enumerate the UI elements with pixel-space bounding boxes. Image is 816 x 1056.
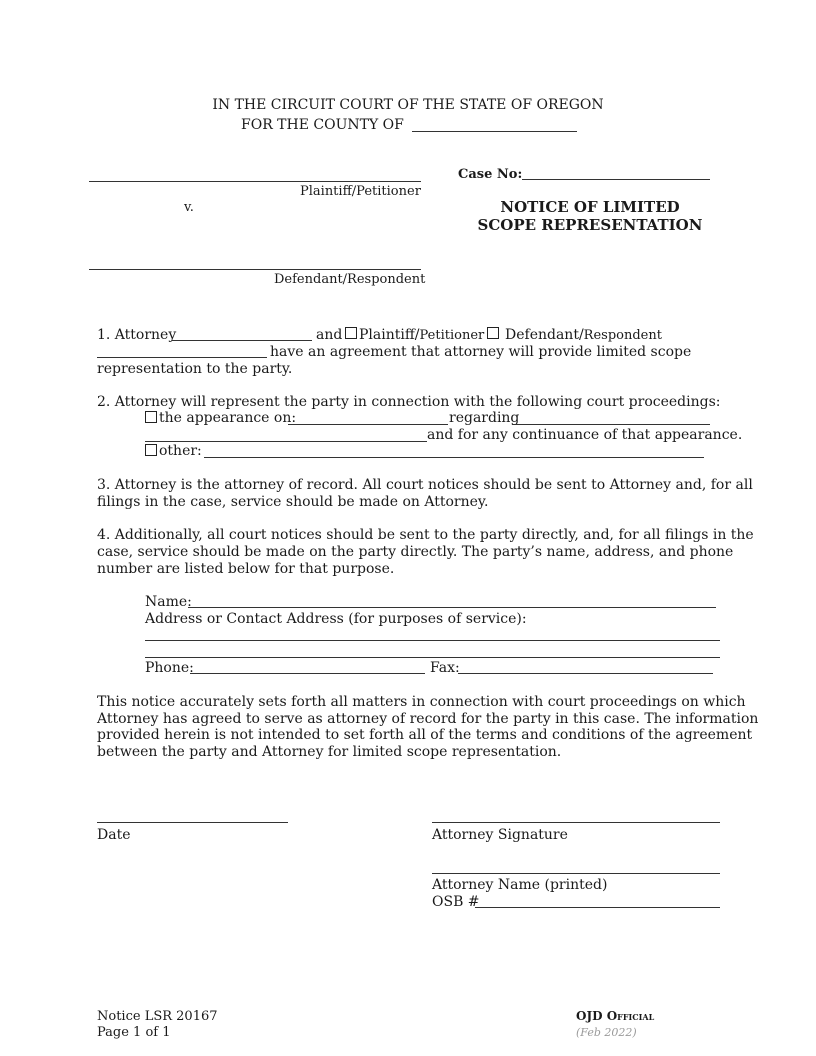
other-checkbox[interactable] (145, 444, 157, 456)
plaintiff-name-field[interactable] (89, 181, 421, 182)
closing-line3: provided herein is not intended to set forth all of the terms and conditions of the agreement (97, 727, 753, 743)
page-number: Page 1 of 1 (97, 1025, 171, 1040)
item1-plaintiff-label: Plaintiff/Petitioner (359, 327, 485, 343)
fax-label: Fax: (430, 660, 460, 676)
case-no-field[interactable] (522, 179, 710, 180)
regarding-label: regarding (449, 410, 520, 426)
appearance-label: the appearance on: (159, 410, 297, 426)
item3-line1: 3. Attorney is the attorney of record. All court notices should be sent to Attorney and, for all (97, 477, 753, 493)
regarding-field[interactable] (512, 424, 710, 425)
county-heading: FOR THE COUNTY OF (241, 117, 404, 133)
name-field[interactable] (188, 607, 716, 608)
item4-line1: 4. Additionally, all court notices should be sent to the party directly, and, for all filings in the (97, 527, 754, 543)
item3-line2: filings in the case, service should be made on Attorney. (97, 494, 489, 510)
defendant-checkbox[interactable] (487, 327, 499, 339)
other-label: other: (159, 443, 202, 459)
versus-label: v. (184, 200, 194, 215)
date-field[interactable] (97, 822, 288, 823)
attorney-name-field[interactable] (432, 873, 720, 874)
address-field-line2[interactable] (145, 657, 720, 658)
date-label: Date (97, 827, 131, 843)
item1-attorney-label: 1. Attorney (97, 327, 177, 343)
other-field[interactable] (204, 457, 704, 458)
defendant-name-field[interactable] (89, 269, 421, 270)
name-label: Name: (145, 594, 192, 610)
item1-and-label: and (316, 327, 343, 343)
osb-field[interactable] (475, 907, 720, 908)
regarding-field-continued[interactable] (145, 441, 427, 442)
item1-agreement-text: have an agreement that attorney will provide limited scope (270, 344, 692, 360)
county-field[interactable] (412, 131, 577, 132)
phone-label: Phone: (145, 660, 194, 676)
closing-line2: Attorney has agreed to serve as attorney of record for the party in this case. The information (97, 711, 759, 727)
phone-field[interactable] (190, 673, 425, 674)
fax-field[interactable] (458, 673, 713, 674)
item1-defendant-label: Defendant/Respondent (505, 327, 662, 343)
form-title-line1: NOTICE OF LIMITED (500, 198, 680, 216)
item1-attorney-field[interactable] (172, 340, 312, 341)
form-id: Notice LSR 20167 (97, 1009, 218, 1024)
court-heading: IN THE CIRCUIT COURT OF THE STATE OF OREGON (212, 97, 604, 113)
defendant-label: Defendant/Respondent (274, 272, 426, 287)
closing-line1: This notice accurately sets forth all matters in connection with court proceedings on which (97, 694, 746, 710)
attorney-signature-label: Attorney Signature (432, 827, 568, 843)
attorney-signature-field[interactable] (432, 822, 720, 823)
osb-label: OSB # (432, 894, 480, 910)
item2-intro: 2. Attorney will represent the party in connection with the following court proceedings: (97, 394, 721, 410)
appearance-date-field[interactable] (288, 424, 448, 425)
continuance-text: and for any continuance of that appearance. (427, 427, 743, 443)
item1-representation-text: representation to the party. (97, 361, 293, 377)
plaintiff-label: Plaintiff/Petitioner (300, 184, 421, 199)
form-title-line2: SCOPE REPRESENTATION (477, 216, 703, 234)
closing-line4: between the party and Attorney for limited scope representation. (97, 744, 562, 760)
address-label: Address or Contact Address (for purposes of service): (145, 611, 527, 627)
address-field-line1[interactable] (145, 640, 720, 641)
item4-line3: number are listed below for that purpose. (97, 561, 395, 577)
attorney-name-label: Attorney Name (printed) (432, 877, 608, 893)
form-date: (Feb 2022) (576, 1026, 637, 1039)
ojd-official: OJD Official (576, 1009, 655, 1023)
plaintiff-checkbox[interactable] (345, 327, 357, 339)
case-no-label: Case No: (458, 167, 523, 182)
item1-party-field[interactable] (97, 357, 267, 358)
appearance-checkbox[interactable] (145, 411, 157, 423)
item4-line2: case, service should be made on the party directly. The party’s name, address, and phone (97, 544, 734, 560)
